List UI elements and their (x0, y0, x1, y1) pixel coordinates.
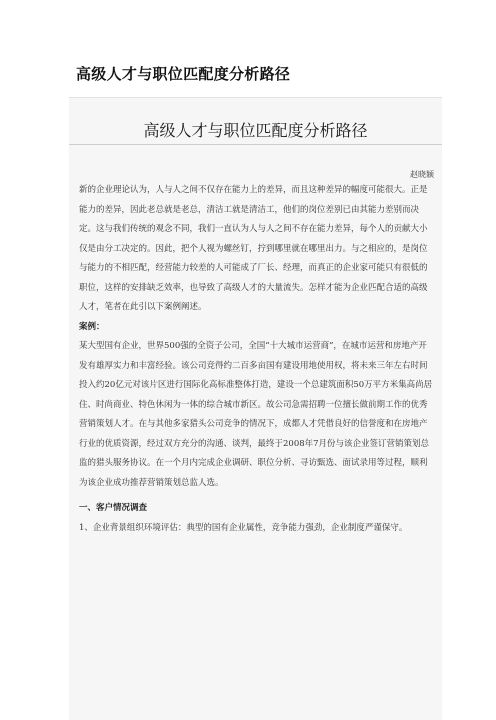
article-title: 高级人才与职位匹配度分析路径 (143, 121, 368, 140)
author-name: 赵晓颖 (410, 170, 434, 179)
article-body (79, 181, 435, 538)
list-item: 1、企业背景组织环境评估：典型的国有企业属性，竞争能力强劲，企业制度严谨保守。 (79, 522, 408, 533)
section-heading: 一、客户情况调查 (79, 503, 148, 513)
document-title: 高级人才与职位匹配度分析路径 (76, 65, 291, 83)
case-label: 案例： (79, 321, 105, 332)
case-paragraph: 某大型国有企业，世界500强的全资子公司，全国“十大城市运营商”，在城市运营和房地产开发有雄厚实力和丰富经验。该公司竞得约二百多亩国有建设用地使用权，将未来三年左右时间投入约20亿元对该片区进行国际化高标准整体打造，建设一个总建筑面积50万平方米集高尚居住、时尚商业、特色休闲为一体的综合城市新区。故公司急需招聘一位擅长做前期工作的优秀营销策划人才。在与其他多家猎头公司竞争的情况下，成都人才凭借良好的信誉度和在房地产行业的优质资源，经过双方充分的沟通、谈判，最终于2008年7月份与该企业签订营销策划总监的猎头服务协议。在一个月内完成企业调研、职位分析、寻访甄选、面试录用等过程，顺利为该企业成功推荐营销策划总监人选。 (79, 341, 433, 488)
intro-paragraph: 新的企业理论认为，人与人之间不仅存在能力上的差异，而且这种差异的幅度可能很大。正是能力的差异，因此老总就是老总，清洁工就是清洁工，他们的岗位差别已由其能力差别而决定。这与我们传统的观念不同，我们一直认为人与人之间不存在能力差异，每个人的贡献大小仅是由分工决定的。因此，把个人视为螺丝钉，拧到哪里就在哪里出力。与之相应的，是岗位与能力的不相匹配，经营能力较差的人可能成了厂长、经理，而真正的企业家可能只有很低的职位，这样的安排缺乏效率，也导致了高级人才的大量流失。怎样才能为企业匹配合适的高级人才，笔者在此引以下案例阐述。 (79, 185, 428, 312)
article-panel (69, 97, 442, 720)
title-divider (69, 144, 442, 145)
